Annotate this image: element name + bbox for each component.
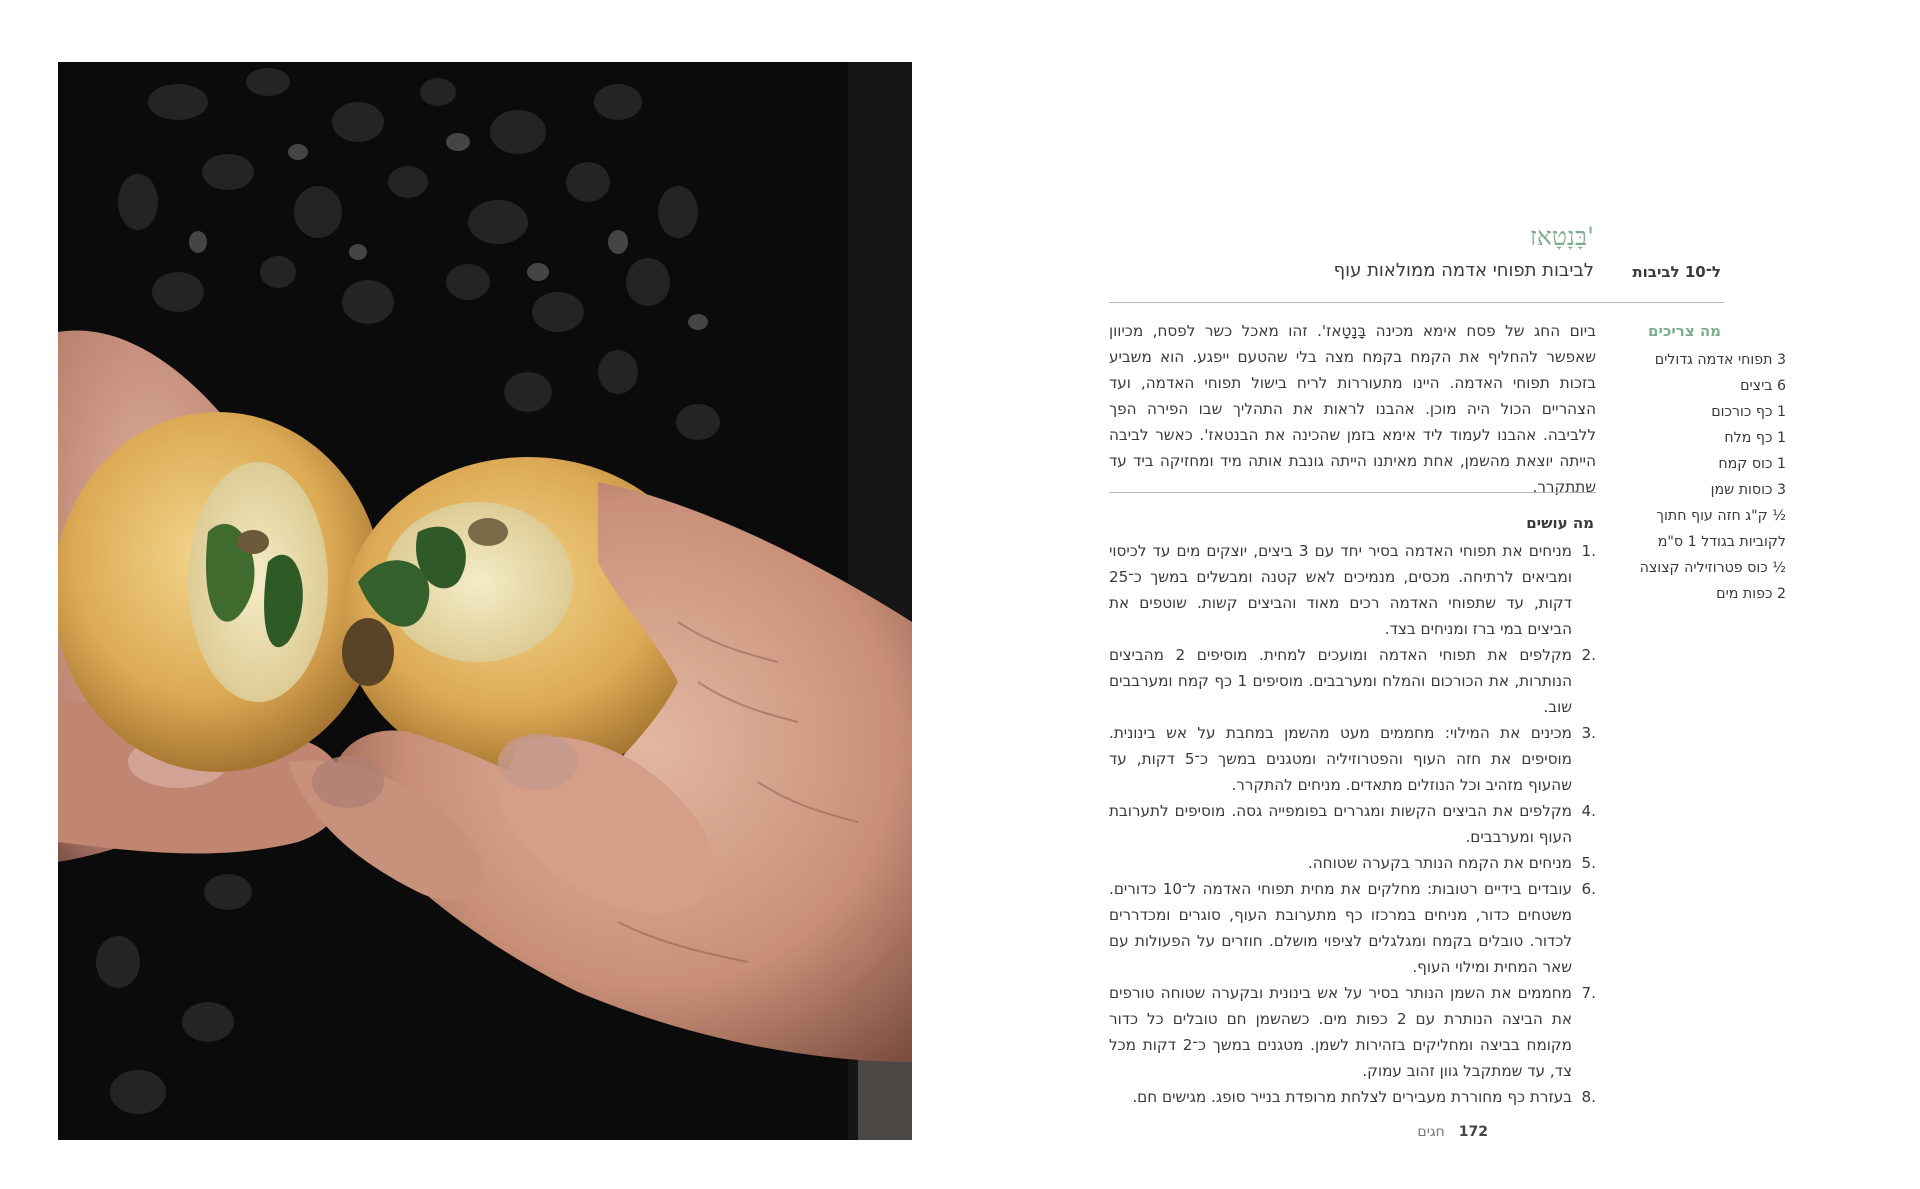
- recipe-yield: ל־10 לביבות: [1632, 263, 1721, 281]
- recipe-subtitle: לביבות תפוחי אדמה ממולאות עוף: [1333, 260, 1594, 281]
- step-item: [1109, 538, 1596, 642]
- step-item: [1109, 798, 1596, 850]
- ingredient-item: 3 תפוחי אדמה גדולים: [1654, 352, 1786, 368]
- ingredient-item: ½ ק"ג חזה עוף חתוך: [1656, 508, 1786, 524]
- step-text: מניחים את תפוחי האדמה בסיר יחד עם 3 ביצים, יוצקים מים עד לכיסוי ומביאים לרתיחה. מכסים, מנמיכים לאש קטנה ומבשלים במשך כ־25 דקות, עד שתפוחי האדמה רכים מאוד והביצים קשות. שוטפים את הביצים במי ברז ומניחים בצד.: [1109, 542, 1572, 638]
- step-number: 2.: [1581, 646, 1596, 664]
- ingredient-item: 1 כף מלח: [1724, 430, 1786, 446]
- step-item: [1109, 850, 1596, 876]
- step-text: מחממים את השמן הנותר בסיר על אש בינונית ובקערה שטוחה טורפים את הביצה הנותרת עם 2 כפות מים. כשהשמן חם טובלים כל כדור מקומח בביצה ומחליקים בזהירות לשמן. מטגנים במשך כ־2 דקות מכל צד, עד שמתקבל גוון זהוב עמוק.: [1109, 984, 1572, 1080]
- section-name: חגים: [1417, 1124, 1445, 1140]
- page-number: 172: [1458, 1124, 1488, 1140]
- step-text: מקלפים את תפוחי האדמה ומועכים למחית. מוסיפים 2 מהביצים הנותרות, את הכורכום והמלח ומערבבים. מוסיפים 1 כף קמח ומערבבים שוב.: [1109, 646, 1572, 716]
- step-text: מקלפים את הביצים הקשות ומגררים בפומפייה גסה. מוסיפים לתערובת העוף ומערבבים.: [1109, 802, 1572, 846]
- step-item: [1109, 720, 1596, 798]
- step-item: [1109, 876, 1596, 980]
- page-footer: [1417, 1124, 1488, 1140]
- step-text: עובדים בידיים רטובות: מחלקים את מחית תפוחי האדמה ל־10 כדורים. משטחים כדור, מניחים במרכזו כף מתערובת העוף, סוגרים ומכדררים לכדור. טובלים בקמח ומגלגלים לציפוי מושלם. חוזרים על הפעולות עם שאר המחית ומילוי העוף.: [1109, 880, 1572, 976]
- step-item: [1109, 642, 1596, 720]
- step-number: 7.: [1581, 984, 1596, 1002]
- steps-heading: מה עושים: [1526, 514, 1594, 532]
- steps-list: [1109, 538, 1596, 1110]
- recipe-title: בָּנָטָאז': [1529, 222, 1594, 251]
- ingredient-item: 6 ביצים: [1740, 378, 1786, 394]
- step-number: 3.: [1581, 724, 1596, 742]
- ingredient-item: 2 כפות מים: [1716, 586, 1786, 602]
- divider-middle: [1109, 492, 1596, 493]
- step-number: 8.: [1581, 1088, 1596, 1106]
- ingredient-item: 3 כוסות שמן: [1710, 482, 1786, 498]
- step-number: 6.: [1581, 880, 1596, 898]
- step-text: בעזרת כף מחוררת מעבירים לצלחת מרופדת בנייר סופג. מגישים חם.: [1132, 1088, 1572, 1106]
- step-number: 4.: [1581, 802, 1596, 820]
- ingredients-heading: מה צריכים: [1648, 322, 1721, 340]
- step-number: 5.: [1581, 854, 1596, 872]
- ingredient-item: 1 כוס קמח: [1718, 456, 1786, 472]
- divider-top: [1109, 302, 1724, 303]
- ingredient-item: ½ כוס פטרוזיליה קצוצה: [1639, 560, 1786, 576]
- step-number: 1.: [1581, 542, 1596, 560]
- ingredients-list: [1626, 347, 1786, 607]
- step-text: מניחים את הקמח הנותר בקערה שטוחה.: [1307, 854, 1572, 872]
- photo-illustration: [58, 62, 912, 1140]
- ingredient-item: לקוביות בגודל 1 ס"מ: [1657, 534, 1786, 550]
- ingredient-item: 1 כף כורכום: [1711, 404, 1786, 420]
- step-item: [1109, 980, 1596, 1084]
- step-item: [1109, 1084, 1596, 1110]
- recipe-intro: ביום החג של פסח אימא מכינה בָּנָטָאז'. זהו מאכל כשר לפסח, מכיוון שאפשר להחליף את הקמח בקמח מצה בלי שהטעם ייפגע. הוא משביע בזכות תפוחי האדמה. היינו מתעוררות לריח בישול תפוחי האדמה, ועד הצהריים הכול היה מוכן. אהבנו לראות את התהליך שבו הפירה הפך ללביבה. אהבנו לעמוד ליד אימא בזמן שהכינה את הבנטאז'. כאשר לביבה הייתה יוצאת מהשמן, אחת מאיתנו הייתה גונבת אותה מיד ומחזיקה ביד עד שתתקרר.: [1109, 322, 1596, 496]
- recipe-photo: [58, 62, 912, 1140]
- step-text: מכינים את המילוי: מחממים מעט מהשמן במחבת על אש בינונית. מוסיפים את חזה העוף והפטרוזיליה ומטגנים במשך כ־5 דקות, עד שהעוף מזהיב וכל הנוזלים מתאדים. מניחים להתקרר.: [1109, 724, 1573, 794]
